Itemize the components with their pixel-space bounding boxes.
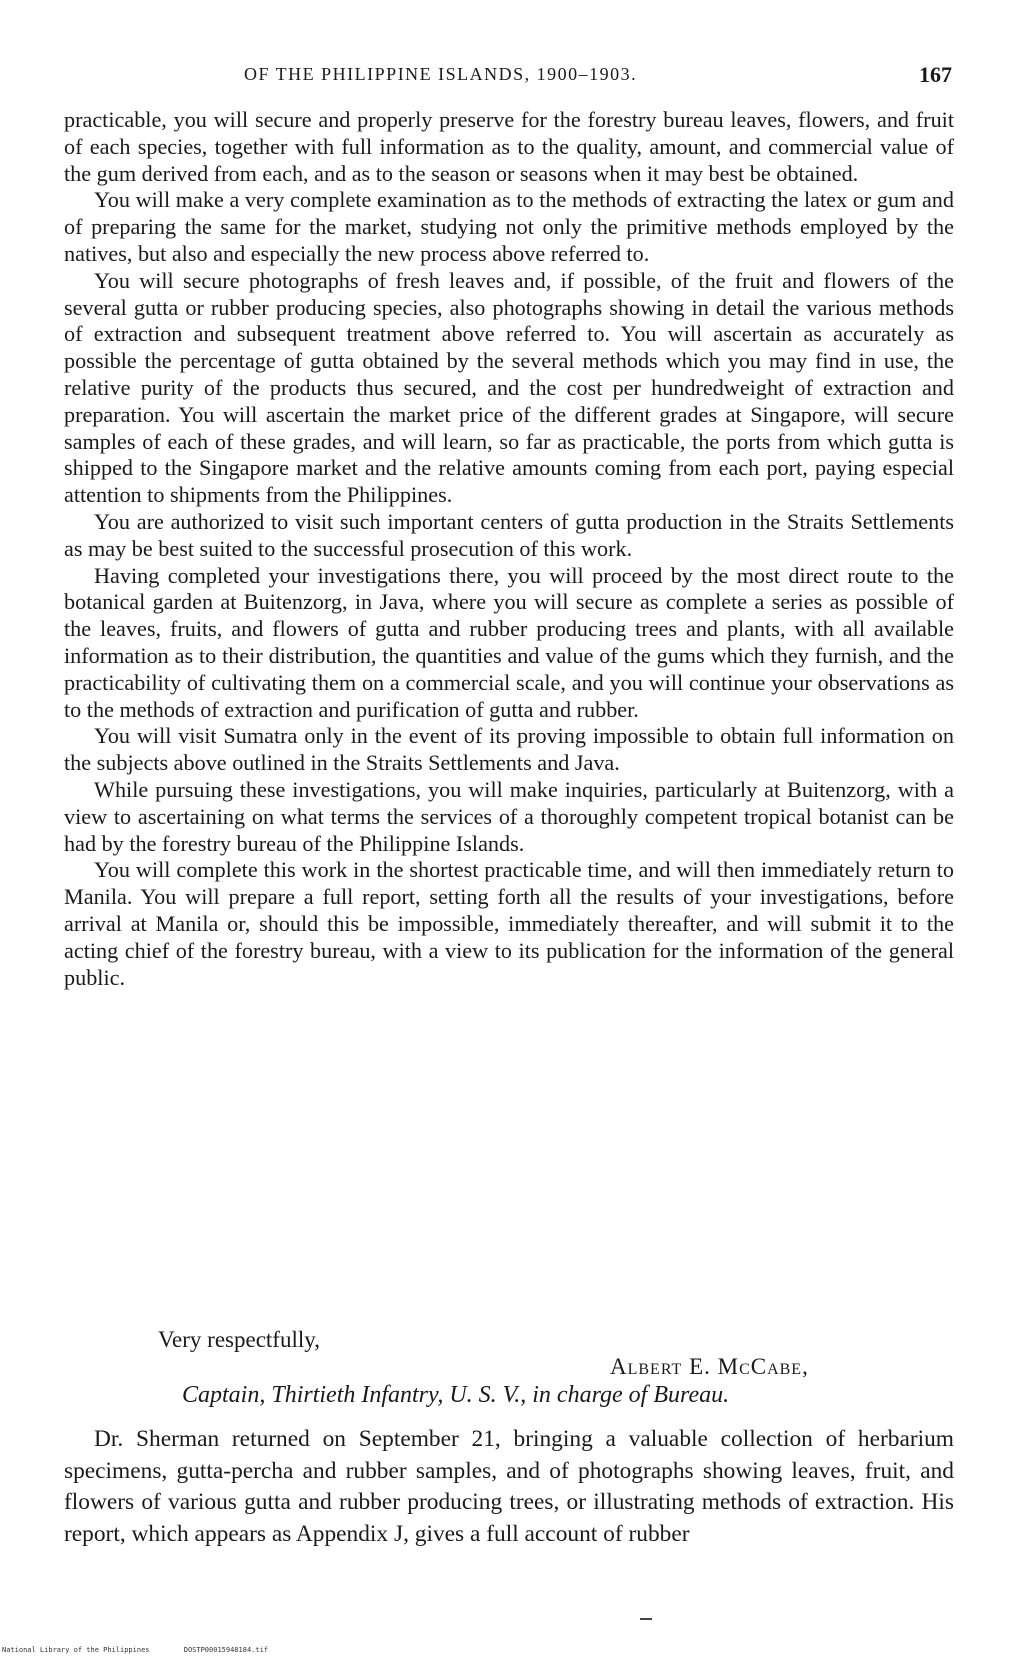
footer-file: DOSTP00015948184.tif bbox=[183, 1646, 269, 1654]
paragraph-8: You will complete this work in the shortest practicable time, and will then immediately return to Manila. You will prepare a full report, setting forth all the results of your investigations, before arrival at Manila or, should this be impossible, immediately thereafter, and will submit it to the acting chief of the forestry bureau, with a view to its publication for the information of the general public. bbox=[64, 857, 954, 990]
paragraph-4: You are authorized to visit such important centers of gutta production in the Straits Settlements as may be best suited to the successful prosecution of this work. bbox=[64, 508, 954, 561]
page-number: 167 bbox=[919, 62, 952, 87]
running-head bbox=[64, 62, 954, 92]
paragraph-7: While pursuing these investigations, you will make inquiries, particularly at Buitenzorg, with a view to ascertaining on what terms the services of a thoroughly competent tropical botanist can be had by the forestry bureau of the Philippine Islands. bbox=[64, 776, 954, 856]
closing-salutation: Very respectfully, bbox=[158, 1327, 320, 1352]
paragraph-5: Having completed your investigations there, you will proceed by the most direct route to the botanical garden at Buitenzorg, in Java, where you will secure as complete a series as possible of the leaves, fruits, and flowers of gutta and rubber producing trees and plants, with all available information as to their distribution, the quantities and value of the gums which they furnish, and the practicability of cultivating them on a commercial scale, and you will continue your observations as to the methods of extraction and purification of gutta and rubber. bbox=[64, 562, 954, 722]
paragraph-sherman: Dr. Sherman returned on September 21, bringing a valuable collection of herbarium specimens, gutta-percha and rubber samples, and of photographs showing leaves, fruit, and flowers of various gutta and rubber producing trees, or illustrating methods of extraction. His report, which appears as Appendix J, gives a full account of rubber bbox=[64, 1426, 954, 1547]
after-text bbox=[64, 1424, 954, 1550]
running-title: OF THE PHILIPPINE ISLANDS, 1900–1903. bbox=[244, 64, 638, 84]
paragraph-1: practicable, you will secure and properly preserve for the forestry bureau leaves, flowers, and fruit of each species, together with full information as to the quality, amount, and commercial value of the gum derived from each, and as to the season or seasons when it may best be obtained. bbox=[64, 107, 954, 186]
scan-footer bbox=[2, 1646, 902, 1654]
dash-mark bbox=[640, 1618, 652, 1620]
footer-library: National Library of the Philippines bbox=[2, 1646, 150, 1654]
paragraph-2: You will make a very complete examination as to the methods of extracting the latex or gum and of preparing the same for the market, studying not only the primitive methods employed by the natives, but also and especially the new process above referred to. bbox=[64, 187, 954, 266]
signature-name: Albert E. McCabe, bbox=[610, 1354, 809, 1379]
signature-title: Captain, Thirtieth Infantry, U. S. V., in charge of Bureau. bbox=[182, 1382, 730, 1408]
paragraph-6: You will visit Sumatra only in the event of its proving impossible to obtain full information on the subjects above outlined in the Straits Settlements and Java. bbox=[64, 723, 954, 776]
body-text bbox=[64, 107, 954, 991]
paragraph-3: You will secure photographs of fresh leaves and, if possible, of the fruit and flowers of the several gutta or rubber producing species, also photographs showing in detail the various methods of extraction and subsequent treatment above referred to. You will ascertain as accurately as possible the percentage of gutta obtained by the several methods which you may find in use, the relative purity of the products thus secured, and the cost per hundredweight of extraction and preparation. You will ascertain the market price of the different grades at Singapore, will secure samples of each of these grades, and will learn, so far as practicable, the ports from which gutta is shipped to the Singapore market and the relative amounts coming from each port, paying especial attention to shipments from the Philippines. bbox=[64, 267, 954, 508]
